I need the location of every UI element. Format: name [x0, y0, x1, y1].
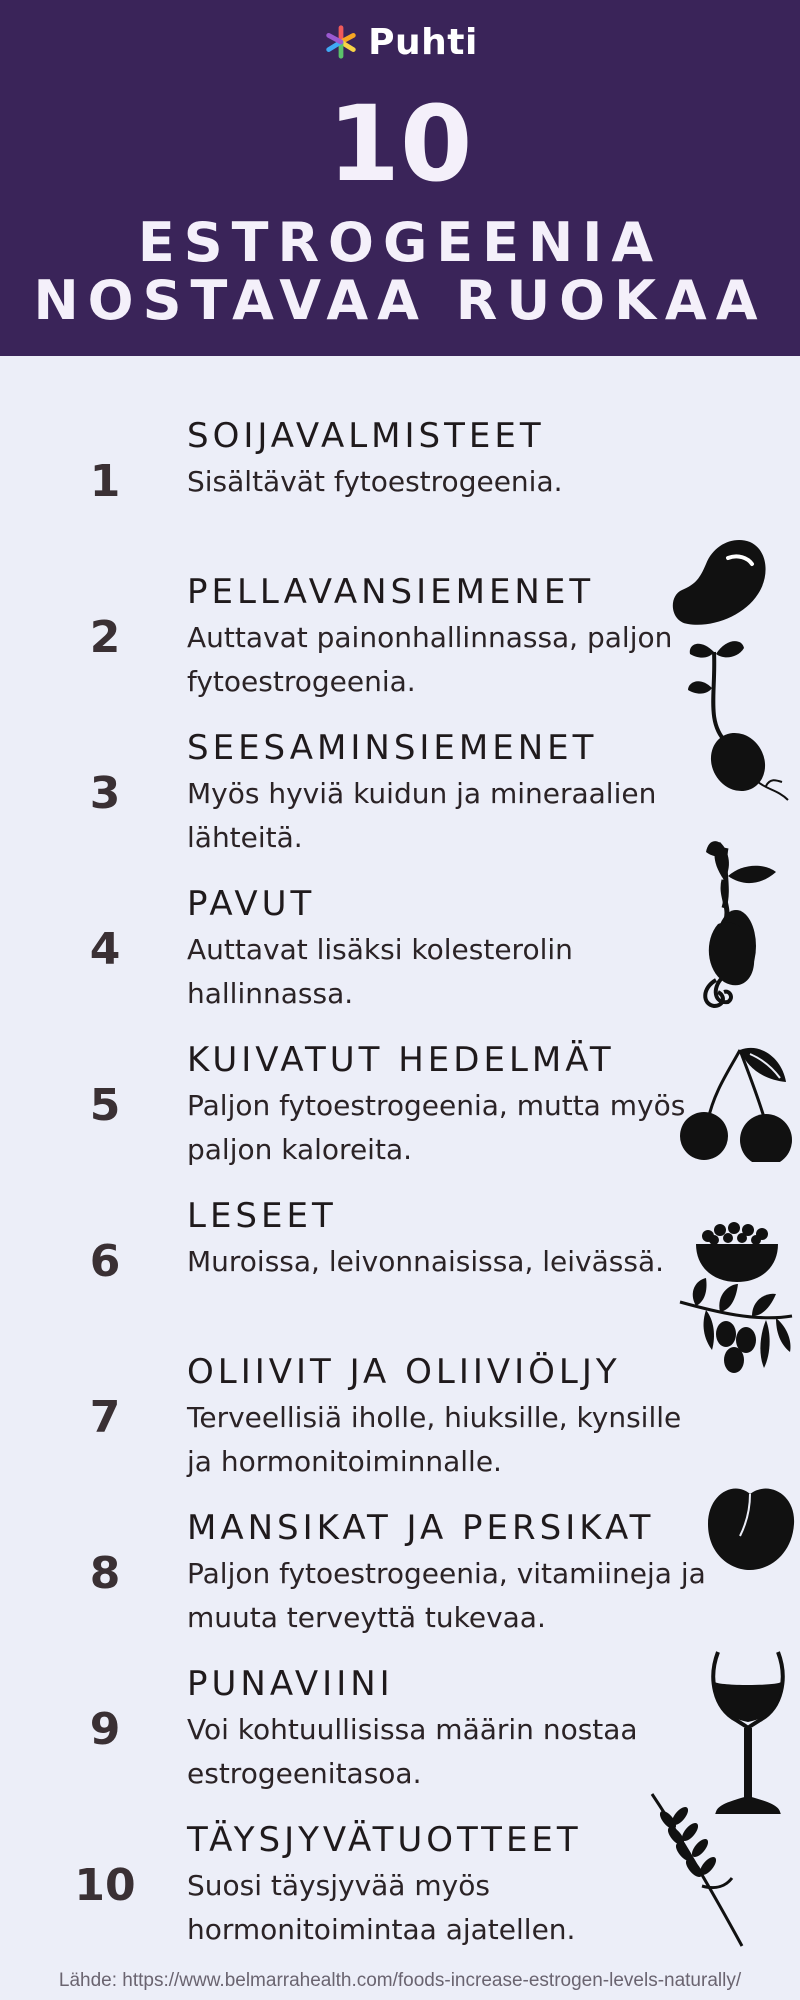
item-number: 7: [89, 1392, 121, 1443]
headline-line-1: ESTROGEENIA: [137, 211, 663, 274]
list-item: [0, 884, 800, 1034]
headline-line-2: NOSTAVAA RUOKAA: [33, 269, 767, 332]
item-title: SOIJAVALMISTEET: [187, 416, 545, 456]
item-title: KUIVATUT HEDELMÄT: [187, 1040, 615, 1080]
item-title: OLIIVIT JA OLIIVIÖLJY: [187, 1352, 621, 1392]
brand-logo: [0, 18, 800, 66]
item-description: Muroissa, leivonnaisissa, leivässä.: [187, 1245, 665, 1278]
item-number: 4: [89, 924, 121, 975]
item-title: TÄYSJYVÄTUOTTEET: [187, 1820, 582, 1860]
headline-number: 10: [327, 83, 473, 205]
item-description: Myös hyviä kuidun ja mineraalien lähteitä.: [187, 777, 657, 854]
item-number: 5: [89, 1080, 121, 1131]
list-item: [0, 1040, 800, 1190]
item-description: Voi kohtuullisissa määrin nostaa estrogeenitasoa.: [187, 1713, 638, 1790]
item-description: Paljon fytoestrogeenia, mutta myös paljon kaloreita.: [187, 1089, 686, 1166]
item-description: Sisältävät fytoestrogeenia.: [187, 465, 563, 498]
item-description: Auttavat painonhallinnassa, paljon fytoestrogeenia.: [187, 621, 673, 698]
sprouting-bean-icon: [694, 840, 784, 1010]
item-title: PAVUT: [187, 884, 316, 924]
puhti-logo-icon: [322, 23, 360, 61]
item-number: 2: [89, 612, 121, 663]
list-item: [0, 1508, 800, 1658]
item-number: 3: [89, 768, 121, 819]
item-title: PELLAVANSIEMENET: [187, 572, 595, 612]
item-number: 8: [89, 1548, 121, 1599]
brand-name: Puhti: [368, 21, 478, 63]
list-item: [0, 1352, 800, 1502]
list-item: [0, 1820, 800, 1970]
item-number: 6: [89, 1236, 121, 1287]
item-number: 10: [74, 1860, 136, 1911]
peach-icon: [706, 1480, 796, 1572]
item-description: Suosi täysjyvää myös hormonitoimintaa ajatellen.: [187, 1869, 576, 1946]
list-item: [0, 416, 800, 566]
olive-branch-icon: [676, 1272, 794, 1392]
item-title: MANSIKAT JA PERSIKAT: [187, 1508, 655, 1548]
header-banner: [0, 0, 800, 356]
item-number: 9: [89, 1704, 121, 1755]
item-description: Terveellisiä iholle, hiuksille, kynsille ja hormonitoiminnalle.: [187, 1401, 682, 1478]
list-item: [0, 572, 800, 722]
item-description: Auttavat lisäksi kolesterolin hallinnassa.: [187, 933, 573, 1010]
item-title: LESEET: [187, 1196, 337, 1236]
list-item: [0, 728, 800, 878]
cherries-icon: [678, 1042, 796, 1162]
source-citation: Lähde: https://www.belmarrahealth.com/foods-increase-estrogen-levels-naturally/: [58, 1970, 742, 1991]
item-description: Paljon fytoestrogeenia, vitamiineja ja muuta terveyttä tukevaa.: [187, 1557, 706, 1634]
headline: [0, 211, 800, 332]
item-title: PUNAVIINI: [187, 1664, 394, 1704]
item-title: SEESAMINSIEMENET: [187, 728, 598, 768]
wheat-icon: [646, 1790, 750, 1950]
item-number: 1: [89, 456, 121, 507]
